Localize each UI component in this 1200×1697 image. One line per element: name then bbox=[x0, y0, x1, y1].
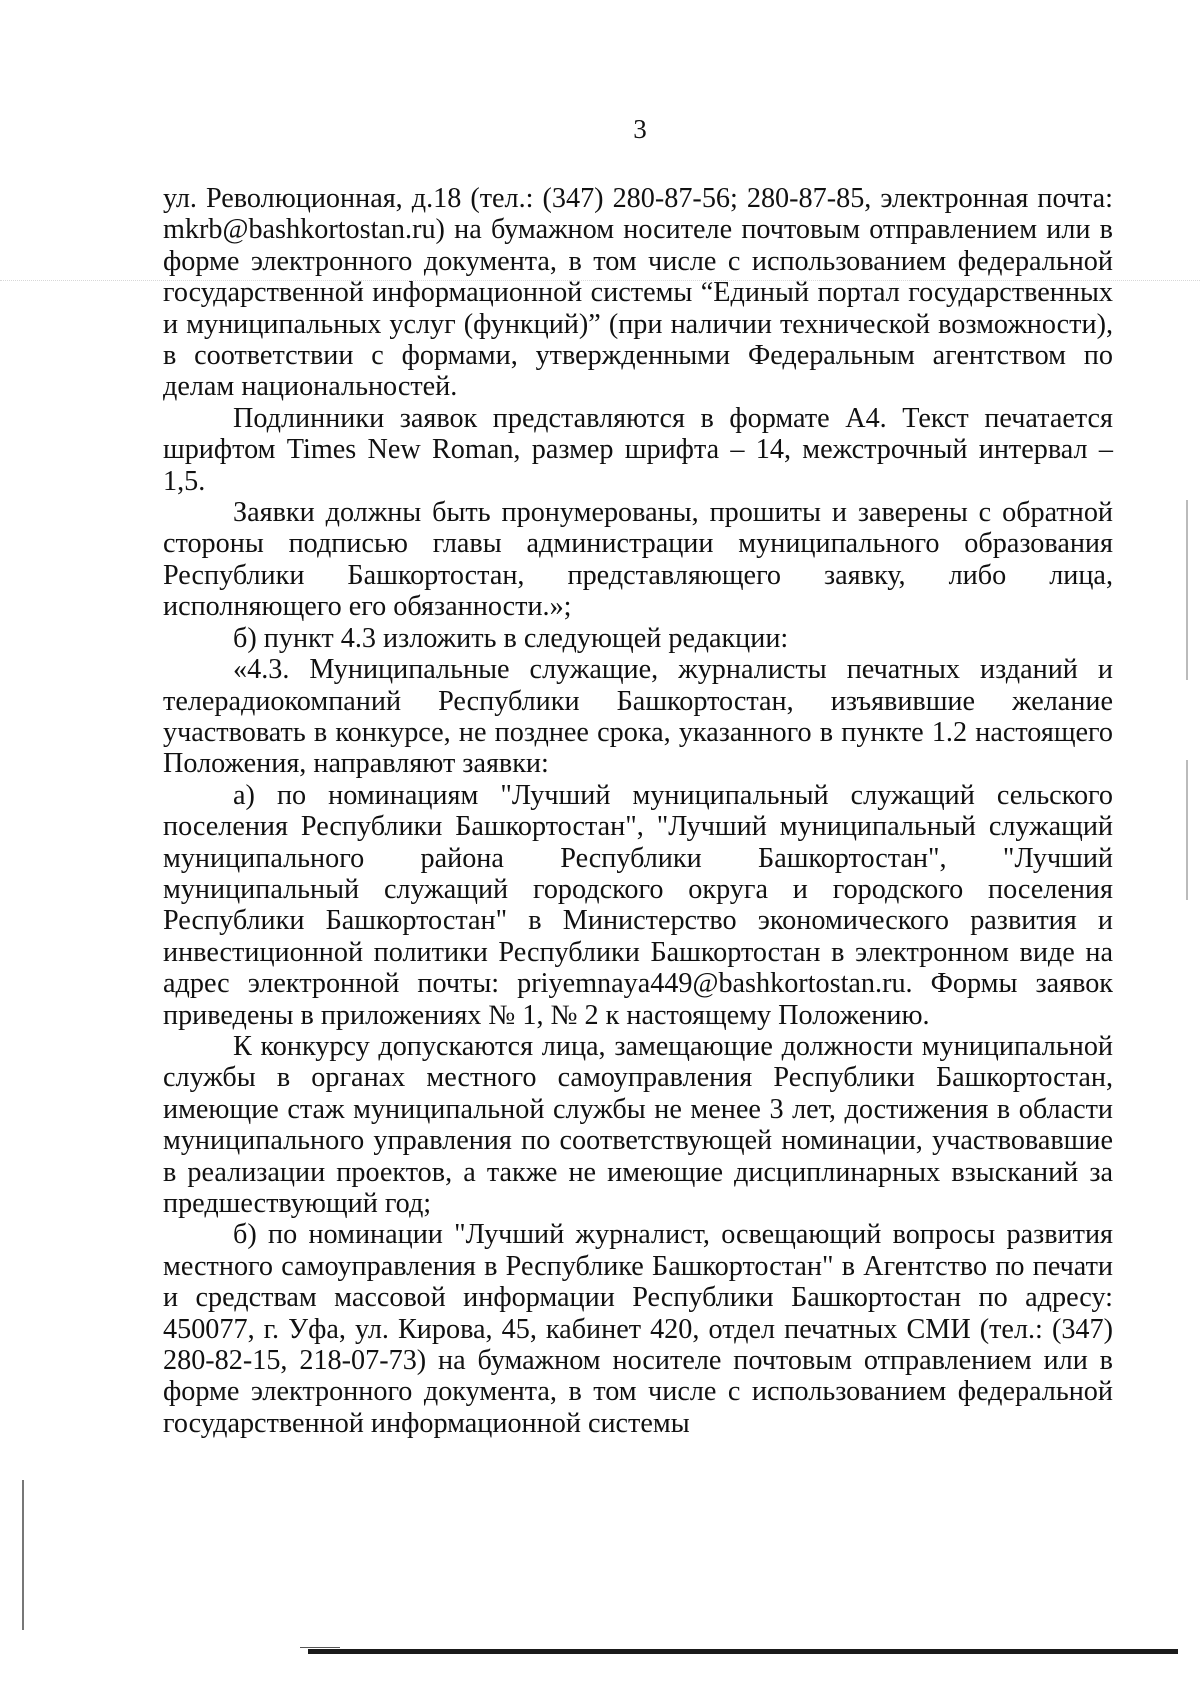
scan-margin-mark-left bbox=[22, 1480, 24, 1630]
document-body bbox=[163, 183, 1113, 1439]
paragraph-clause-4-3: «4.3. Муниципальные служащие, журналисты печатных изданий и телерадиокомпаний Республики Башкортостан, изъявившие желание участвовать в конкурсе, не позднее срока, указанного в пункте 1.2 настоящего Положения, направляют заявки: bbox=[163, 654, 1113, 780]
footer-rule bbox=[308, 1649, 1178, 1654]
scan-margin-mark-right bbox=[1186, 500, 1188, 680]
paragraph-numbering: Заявки должны быть пронумерованы, прошиты и заверены с обратной стороны подписью главы администрации муниципального образования Республики Башкортостан, представляющего заявку, либо лица, исполняющего его обязанности.»; bbox=[163, 497, 1113, 623]
scan-margin-mark-right bbox=[1186, 760, 1188, 900]
page-number: 3 bbox=[633, 114, 647, 144]
paragraph-eligibility: К конкурсу допускаются лица, замещающие должности муниципальной службы в органах местного самоуправления Республики Башкортостан, имеющие стаж муниципальной службы не менее 3 лет, достижения в области муниципального управления по соответствующей номинации, участвовавшие в реализации проектов, а также не имеющие дисциплинарных взысканий за предшествующий год; bbox=[163, 1030, 1113, 1219]
paragraph-format: Подлинники заявок представляются в формате А4. Текст печатается шрифтом Times New Roman, размер шрифта – 14, межстрочный интервал – 1,5. bbox=[163, 402, 1113, 497]
paragraph-continuation: ул. Революционная, д.18 (тел.: (347) 280-87-56; 280-87-85, электронная почта: mkrb@bashkortostan.ru) на бумажном носителе почтовым отправлением или в форме электронного документа, в том числе с использованием федеральной государственной информационной системы “Единый портал государственных и муниципальных услуг (функций)” (при наличии технической возможности), в соответствии с формами, утвержденными Федеральным агентством по делам национальностей. bbox=[163, 183, 1113, 403]
footer-rule-thin bbox=[300, 1647, 340, 1648]
paragraph-item-b-intro: б) пункт 4.3 изложить в следующей редакции: bbox=[233, 622, 789, 654]
paragraph-item-a: а) по номинациям "Лучший муниципальный служащий сельского поселения Республики Башкортостан", "Лучший муниципальный служащий муниципального района Республики Башкортостан", "Лучший муниципальный служащий городского округа и городского поселения Республики Башкортостан" в Министерство экономического развития и инвестиционной политики Республики Башкортостан в электронном виде на адрес электронной почты: priyemnaya449@bashkortostan.ru. Формы заявок приведены в приложениях № 1, № 2 к настоящему Положению. bbox=[163, 779, 1113, 1031]
paragraph-item-b: б) по номинации "Лучший журналист, освещающий вопросы развития местного самоуправления в Республике Башкортостан" в Агентство по печати и средствам массовой информации Республики Башкортостан по адресу: 450077, г. Уфа, ул. Кирова, 45, кабинет 420, отдел печатных СМИ (тел.: (347) 280-82-15, 218-07-73) на бумажном носителе почтовым отправлением или в форме электронного документа, в том числе с использованием федеральной государственной информационной системы bbox=[163, 1219, 1113, 1439]
